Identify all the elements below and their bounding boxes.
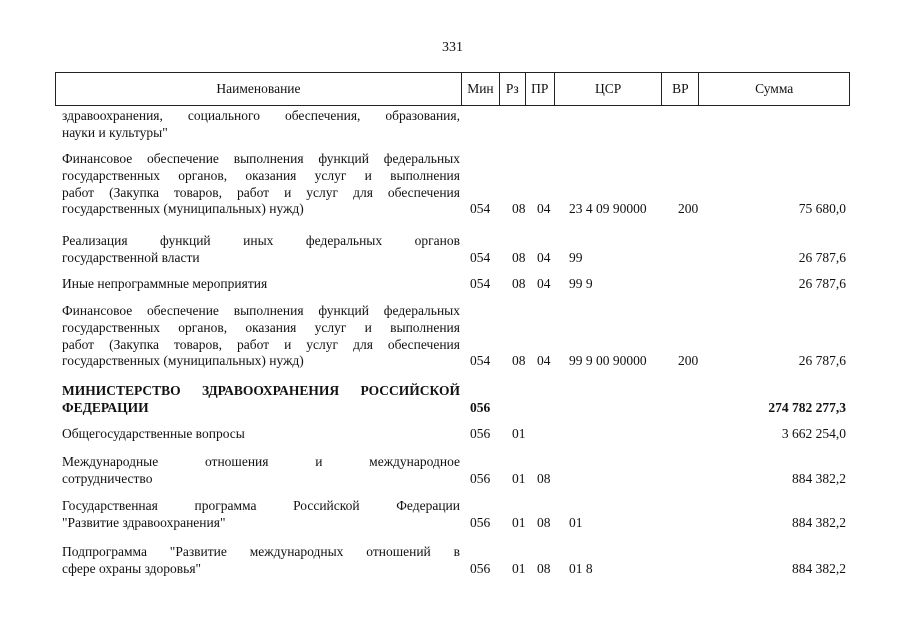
row-name xyxy=(62,233,460,267)
row-name-line: сфере охраны здоровья" xyxy=(62,560,202,576)
row-name xyxy=(62,498,460,532)
row-name-line: Общегосударственные вопросы xyxy=(62,426,245,441)
row-name-line: Финансовое обеспечение выполнения функций федеральных xyxy=(62,303,460,318)
row-min: 054 xyxy=(470,276,491,291)
row-sum: 274 782 277,3 xyxy=(768,399,846,415)
row-pr: 04 xyxy=(537,201,551,217)
row-name-line: государственных (муниципальных) нужд) xyxy=(62,353,304,369)
header-name: Наименование xyxy=(56,73,462,105)
row-csr: 01 xyxy=(569,514,583,530)
row-sum: 26 787,6 xyxy=(798,249,846,265)
row-min: 054 xyxy=(470,249,491,265)
row-name xyxy=(62,303,460,370)
row-name-line: ФЕДЕРАЦИИ xyxy=(62,399,149,415)
row-name-line: МИНИСТЕРСТВО ЗДРАВООХРАНЕНИЯ РОССИЙСКОЙ xyxy=(62,383,460,398)
row-min: 056 xyxy=(470,560,491,576)
row-min: 054 xyxy=(470,201,491,217)
row-min: 056 xyxy=(470,514,491,530)
row-name xyxy=(62,544,460,578)
row-name-line: государственной власти xyxy=(62,249,200,265)
row-sum: 3 662 254,0 xyxy=(781,426,846,441)
row-rz: 08 xyxy=(512,249,526,265)
row-name xyxy=(62,426,460,443)
row-pr: 08 xyxy=(537,560,551,576)
row-name xyxy=(62,454,460,488)
row-name-line: Международные отношения и международное xyxy=(62,454,460,469)
row-rz: 01 xyxy=(512,426,526,441)
row-min: 054 xyxy=(470,353,491,369)
row-sum: 26 787,6 xyxy=(798,353,846,369)
row-pr: 08 xyxy=(537,470,551,486)
row-name-line: науки и культуры" xyxy=(62,124,168,140)
row-rz: 01 xyxy=(512,514,526,530)
row-vr: 200 xyxy=(678,353,699,369)
row-pr: 04 xyxy=(537,249,551,265)
row-name xyxy=(62,276,460,293)
row-csr: 99 9 00 90000 xyxy=(569,353,647,369)
row-name-line: работ (Закупка товаров, работ и услуг для обеспечения xyxy=(62,336,460,352)
header-pr: ПР xyxy=(526,73,555,105)
header-csr: ЦСР xyxy=(555,73,663,105)
row-min: 056 xyxy=(470,470,491,486)
row-rz: 01 xyxy=(512,560,526,576)
header-min: Мин xyxy=(462,73,500,105)
row-name-line: государственных (муниципальных) нужд) xyxy=(62,201,304,217)
row-vr: 200 xyxy=(678,201,699,217)
row-name-line: Государственная программа Российской Федерации xyxy=(62,498,460,513)
row-sum: 884 382,2 xyxy=(792,514,846,530)
header-sum: Сумма xyxy=(755,81,794,96)
row-name-line: Иные непрограммные мероприятия xyxy=(62,276,268,291)
row-sum: 75 680,0 xyxy=(798,201,846,217)
row-pr: 04 xyxy=(537,276,551,291)
page-number: 331 xyxy=(442,40,463,55)
row-name-line: государственных органов, оказания услуг и выполнения xyxy=(62,319,460,335)
row-csr: 01 8 xyxy=(569,560,593,576)
row-csr: 23 4 09 90000 xyxy=(569,201,647,217)
row-pr: 04 xyxy=(537,353,551,369)
header-vr: ВР xyxy=(662,73,699,105)
row-name-line: здравоохранения, социального обеспечения, образования, xyxy=(62,108,460,123)
row-sum: 884 382,2 xyxy=(792,560,846,576)
row-sum: 884 382,2 xyxy=(792,470,846,486)
row-name xyxy=(62,383,460,417)
table-header xyxy=(55,72,850,106)
row-csr: 99 xyxy=(569,249,583,265)
row-pr: 08 xyxy=(537,514,551,530)
row-name-line: государственных органов, оказания услуг и выполнения xyxy=(62,167,460,183)
row-name xyxy=(62,108,460,142)
row-csr: 99 9 xyxy=(569,276,593,291)
header-rz: Рз xyxy=(500,73,526,105)
row-name xyxy=(62,151,460,218)
row-rz: 08 xyxy=(512,276,526,291)
row-sum: 26 787,6 xyxy=(798,276,846,291)
row-name-line: работ (Закупка товаров, работ и услуг для обеспечения xyxy=(62,184,460,200)
row-rz: 08 xyxy=(512,353,526,369)
row-name-line: Финансовое обеспечение выполнения функций федеральных xyxy=(62,151,460,166)
row-name-line: "Развитие здравоохранения" xyxy=(62,514,226,530)
row-rz: 01 xyxy=(512,470,526,486)
row-min: 056 xyxy=(470,399,491,415)
row-name-line: сотрудничество xyxy=(62,470,153,486)
row-rz: 08 xyxy=(512,201,526,217)
row-name-line: Подпрограмма "Развитие международных отношений в xyxy=(62,544,460,559)
row-name-line: Реализация функций иных федеральных органов xyxy=(62,233,460,248)
row-min: 056 xyxy=(470,426,491,441)
